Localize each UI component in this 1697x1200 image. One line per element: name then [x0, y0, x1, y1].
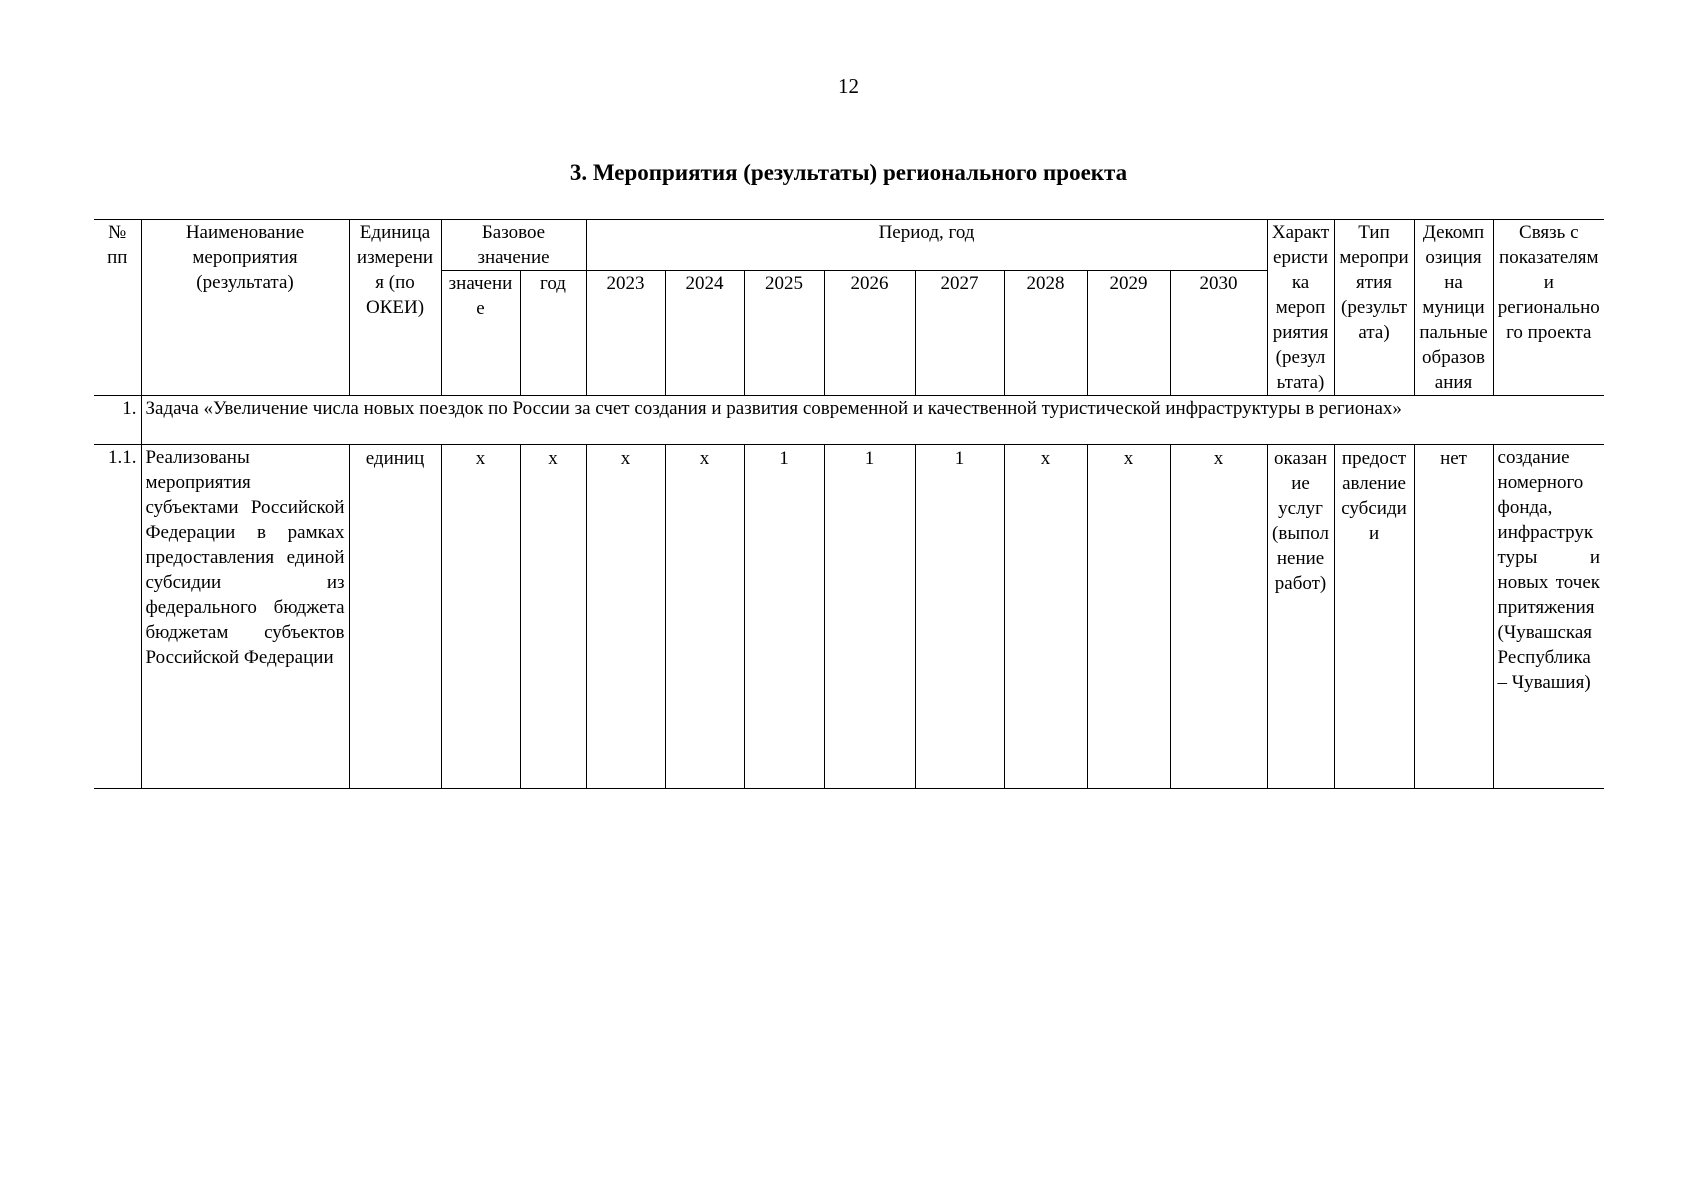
header-base-value: значение	[441, 271, 520, 396]
header-name: Наименование мероприятия (результата)	[141, 220, 349, 396]
page-number: 12	[838, 74, 859, 98]
table-row	[94, 445, 1604, 789]
row-num: 1.1.	[94, 445, 141, 789]
header-year: 2025	[744, 271, 824, 396]
header-year: 2029	[1087, 271, 1170, 396]
header-link: Связь с показателями регионального проекта	[1493, 220, 1604, 396]
row-base-value: х	[441, 445, 520, 789]
header-base-year: год	[520, 271, 586, 396]
row-unit: единиц	[349, 445, 441, 789]
header-unit: Единица измерения (по ОКЕИ)	[349, 220, 441, 396]
row-value: 1	[824, 445, 915, 789]
row-link: создание номерного фонда, инфраструктуры и новых точек притяжения (Чувашская Республика – Чувашия)	[1493, 445, 1604, 789]
row-value: х	[1087, 445, 1170, 789]
header-year: 2023	[586, 271, 665, 396]
events-table	[94, 219, 1604, 789]
row-decomposition: нет	[1414, 445, 1493, 789]
row-value: х	[665, 445, 744, 789]
header-year: 2026	[824, 271, 915, 396]
row-base-year: х	[520, 445, 586, 789]
row-type: предоставление субсидии	[1334, 445, 1414, 789]
header-period: Период, год	[586, 220, 1267, 271]
task-text: Задача «Увеличение числа новых поездок по России за счет создания и развития современной и качественной туристической инфраструктуры в регионах»	[141, 396, 1604, 445]
row-value: х	[1170, 445, 1267, 789]
row-value: х	[1004, 445, 1087, 789]
header-decomposition: Декомпозиция на муниципальные образования	[1414, 220, 1493, 396]
row-value: 1	[915, 445, 1004, 789]
header-characteristic: Характеристика мероприятия (результата)	[1267, 220, 1334, 396]
row-value: х	[586, 445, 665, 789]
header-num: № пп	[94, 220, 141, 396]
header-year: 2030	[1170, 271, 1267, 396]
row-name: Реализованы мероприятия субъектами Российской Федерации в рамках предоставления единой субсидии из федерального бюджета бюджетам субъектов Российской Федерации	[141, 445, 349, 789]
section-title: 3. Мероприятия (результаты) регионального проекта	[569, 160, 1128, 185]
row-characteristic: оказание услуг (выполнение работ)	[1267, 445, 1334, 789]
header-year: 2024	[665, 271, 744, 396]
task-row	[94, 396, 1604, 445]
header-year: 2027	[915, 271, 1004, 396]
header-year: 2028	[1004, 271, 1087, 396]
row-value: 1	[744, 445, 824, 789]
header-type: Тип мероприятия (результата)	[1334, 220, 1414, 396]
task-num: 1.	[94, 396, 141, 445]
header-base: Базовое значение	[441, 220, 586, 271]
